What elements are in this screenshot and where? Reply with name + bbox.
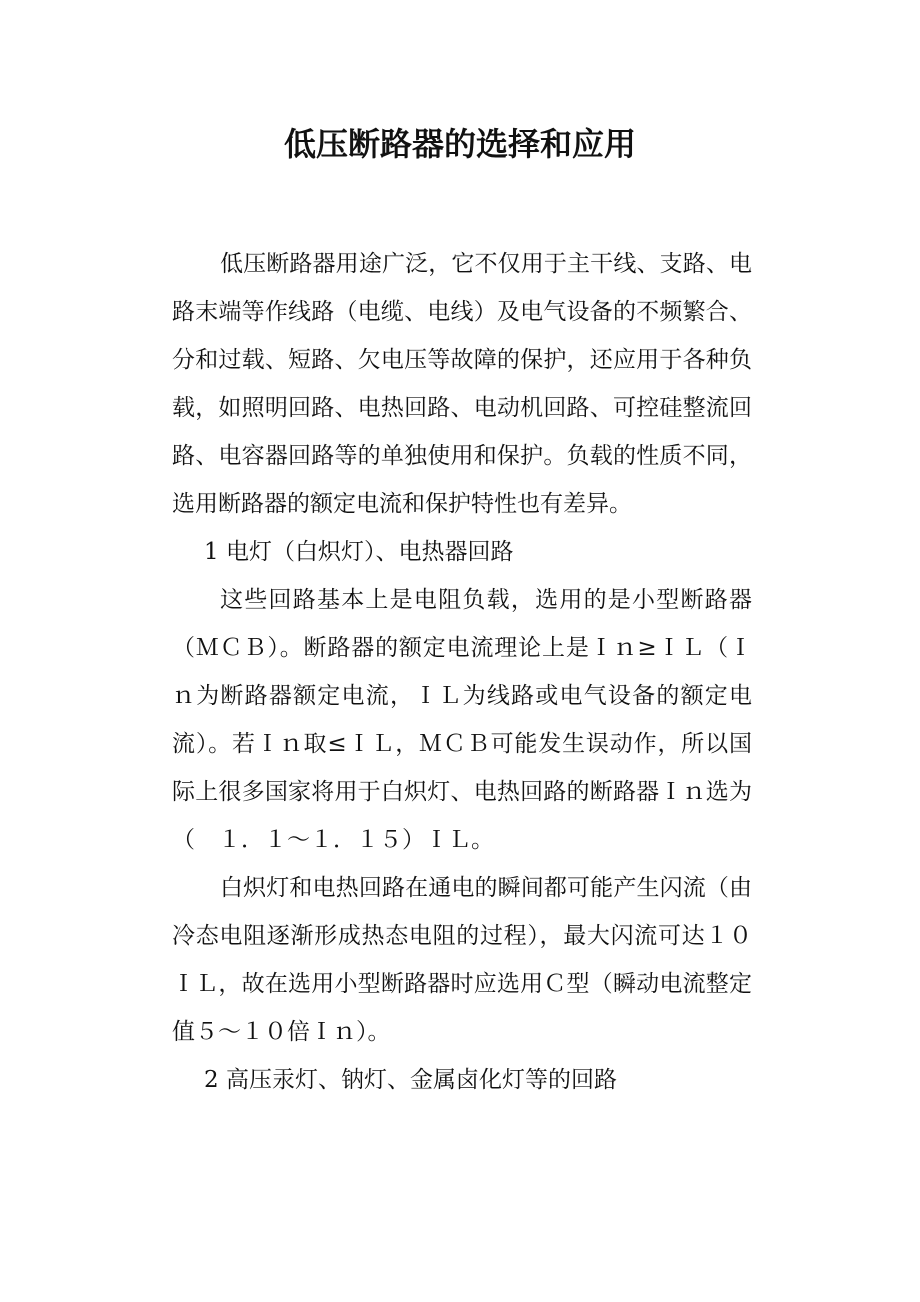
section-heading-2: 2 高压汞灯、钠灯、金属卤化灯等的回路 — [204, 1067, 617, 1093]
section-heading-1: 1 电灯（白炽灯）、电热器回路 — [204, 539, 514, 565]
section-1-paragraph-1: 这些回路基本上是电阻负载，选用的是小型断路器（ＭＣＢ）。断路器的额定电流理论上是Ｉｎ≥ＩＬ（Ｉｎ为断路器额定电流，ＩＬ为线路或电气设备的额定电流）。若Ｉｎ取≤ＩＬ，ＭＣＢ可能发生误动作，所以国际上很多国家将用于白炽灯、电热回路的断路器Ｉｎ选为（ １．１～１．１５）ＩＬ。 — [172, 587, 752, 853]
document-title: 低压断路器的选择和应用 — [283, 125, 636, 163]
document-body — [172, 240, 752, 1104]
section-1-paragraph-2: 白炽灯和电热回路在通电的瞬间都可能产生闪流（由冷态电阻逐渐形成热态电阻的过程），最大闪流可达１０ＩＬ，故在选用小型断路器时应选用Ｃ型（瞬动电流整定值５～１０倍Ｉｎ）。 — [172, 875, 752, 1045]
intro-paragraph: 低压断路器用途广泛，它不仅用于主干线、支路、电路末端等作线路（电缆、电线）及电气设备的不频繁合、分和过载、短路、欠电压等故障的保护，还应用于各种负载，如照明回路、电热回路、电动机回路、可控硅整流回路、电容器回路等的单独使用和保护。负载的性质不同，选用断路器的额定电流和保护特性也有差异。 — [172, 251, 752, 517]
